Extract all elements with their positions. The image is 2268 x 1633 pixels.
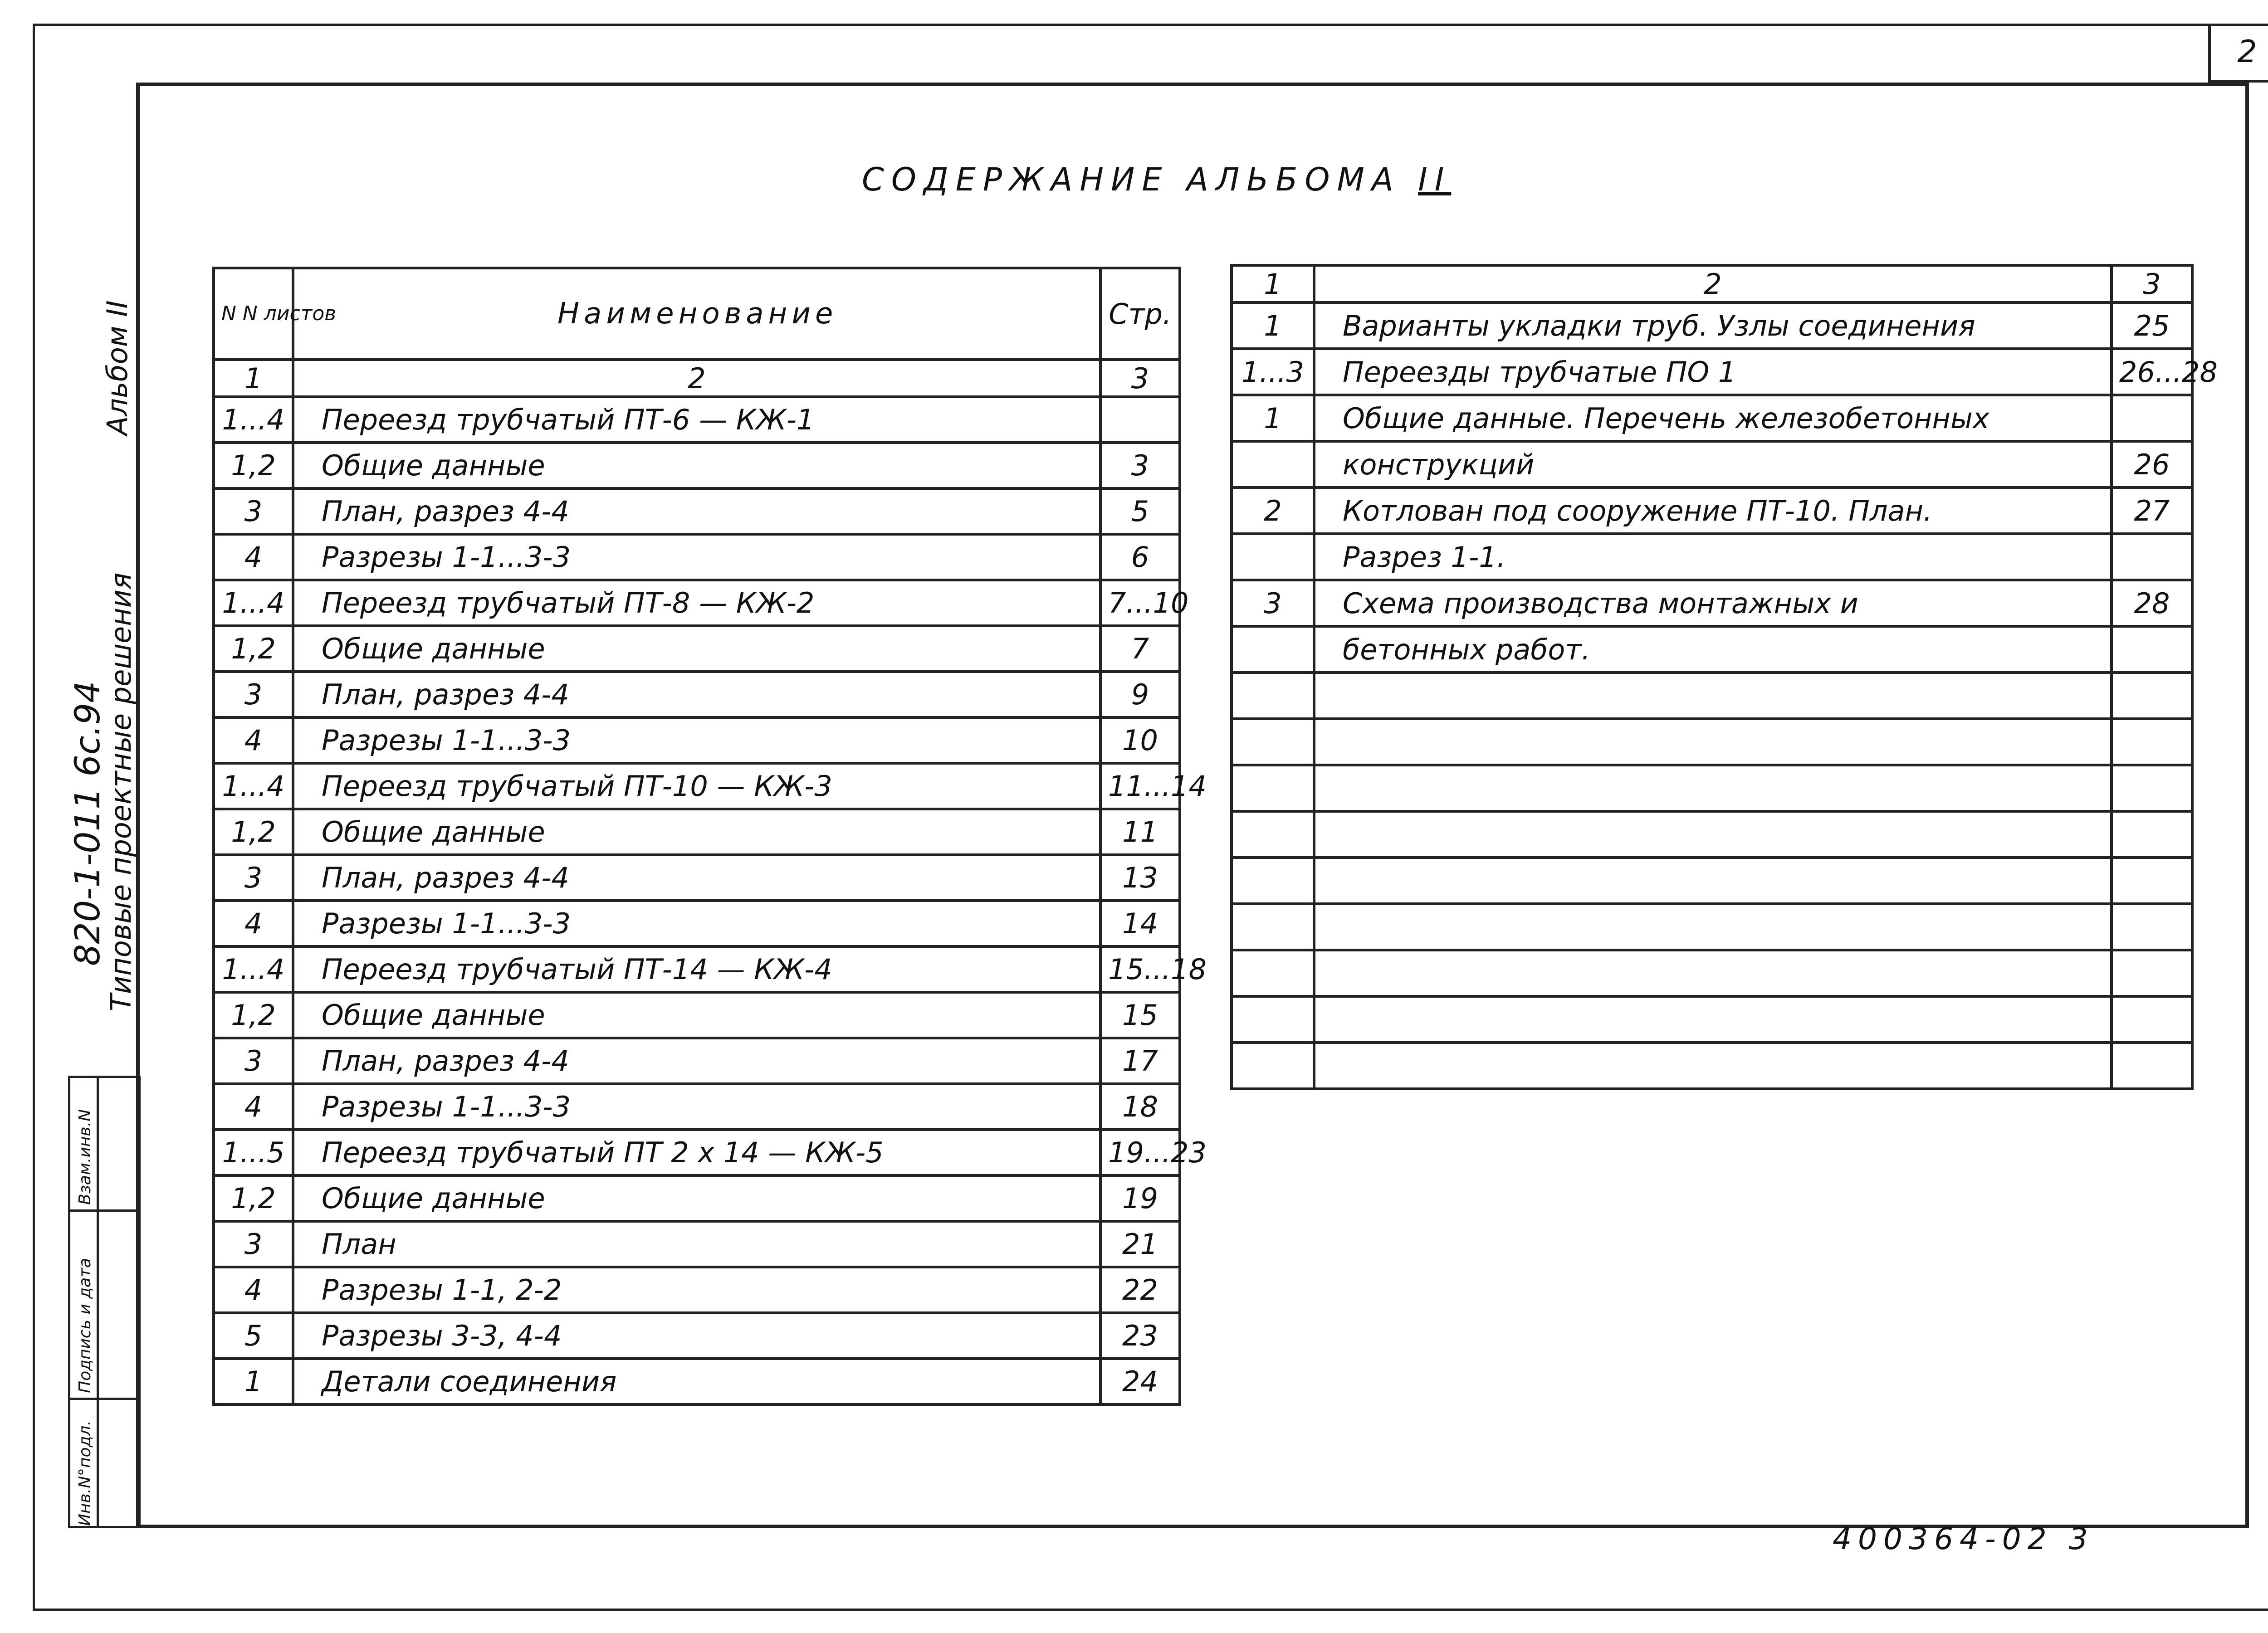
stamp-cell-inv [68,1398,99,1528]
sheet-cell: 3 [1232,580,1314,626]
sheet-cell: 4 [214,901,293,946]
page-cell [2112,858,2192,904]
page-cell: 10 [1100,717,1180,763]
name-cell: Разрезы 1-1...3-3 [293,534,1100,580]
sheet-cell: 3 [214,1038,293,1084]
sheet-cell: 3 [214,1221,293,1267]
page-cell: 15 [1100,992,1180,1038]
name-cell: Общие данные [293,626,1100,672]
table-row [214,717,1180,763]
name-cell: Разрезы 1-1, 2-2 [293,1267,1100,1313]
table-row [1232,395,2192,441]
table-row [214,1130,1180,1175]
table-row [1232,858,2192,904]
sheet-cell: 1...4 [214,580,293,626]
name-cell: Котлован под сооружение ПТ-10. План. [1314,487,2112,534]
right-col-number-2: 2 [1314,265,2112,302]
page-cell: 21 [1100,1221,1180,1267]
table-row [214,946,1180,992]
sheet-cell [1232,765,1314,811]
table-row [214,1221,1180,1267]
page-cell: 17 [1100,1038,1180,1084]
name-cell: Разрезы 3-3, 4-4 [293,1313,1100,1359]
sheet-cell: 1...3 [1232,349,1314,395]
page-cell: 11...14 [1100,763,1180,809]
page-cell: 9 [1100,672,1180,717]
name-cell: бетонных работ. [1314,626,2112,673]
sheet-cell: 1 [1232,302,1314,349]
page-cell: 26 [2112,441,2192,487]
table-row [1232,580,2192,626]
header-page: Стр. [1100,268,1180,360]
name-cell: Переезды трубчатые ПО 1 [1314,349,2112,395]
table-row [214,1084,1180,1130]
page-cell: 25 [2112,302,2192,349]
page-cell: 27 [2112,487,2192,534]
page-cell: 11 [1100,809,1180,855]
name-cell [1314,950,2112,996]
table-row [214,855,1180,901]
col-number-2: 2 [293,360,1100,397]
sheet-cell: 1...5 [214,1130,293,1175]
stamp-col-replace [97,1076,141,1212]
name-cell: Переезд трубчатый ПТ-8 — КЖ-2 [293,580,1100,626]
header-name: Наименование [293,268,1100,360]
sheet-cell: 4 [214,1267,293,1313]
sheet-cell: 2 [1232,487,1314,534]
sheet-cell: 1,2 [214,1175,293,1221]
sheet-cell [1232,719,1314,765]
name-cell [1314,673,2112,719]
table-row [214,534,1180,580]
table-row [214,488,1180,534]
page-title-text: СОДЕРЖАНИЕ АЛЬБОМА [862,161,1401,198]
name-cell: Переезд трубчатый ПТ 2 х 14 — КЖ-5 [293,1130,1100,1175]
name-cell: Общие данные [293,1175,1100,1221]
left-contents-table [212,267,1207,1406]
table-row [214,580,1180,626]
name-cell: Схема производства монтажных и [1314,580,2112,626]
page-cell [2112,1043,2192,1089]
sheet-cell: 1,2 [214,809,293,855]
stamp-strip [68,1076,141,1528]
page-title [862,161,1451,198]
table-row [214,672,1180,717]
sheet-cell [1232,950,1314,996]
header-sheets: N N листов [214,268,293,360]
sheet-cell: 4 [214,1084,293,1130]
page-cell [2112,950,2192,996]
page-cell: 23 [1100,1313,1180,1359]
sheet-cell [1232,1043,1314,1089]
page-cell [2112,395,2192,441]
page-cell: 14 [1100,901,1180,946]
page-cell: 18 [1100,1084,1180,1130]
left-table-header [214,268,1180,360]
name-cell: План, разрез 4-4 [293,1038,1100,1084]
name-cell [1314,858,2112,904]
page-cell: 28 [2112,580,2192,626]
name-cell: План, разрез 4-4 [293,488,1100,534]
stamp-cell-signature [68,1209,99,1400]
page-cell [2112,811,2192,858]
stamp-cell-replace [68,1076,99,1212]
stamp-replace-inv: Взам.инв.N [76,1109,94,1205]
page-number-text: 2 [2237,34,2257,70]
name-cell [1314,719,2112,765]
name-cell [1314,765,2112,811]
table-row [1232,487,2192,534]
table-row [214,1175,1180,1221]
page-cell [1100,397,1180,443]
page-number [2208,24,2268,83]
name-cell: Разрез 1-1. [1314,534,2112,580]
sheet-cell: 4 [214,534,293,580]
page-cell: 22 [1100,1267,1180,1313]
table-row [1232,349,2192,395]
table-row [214,992,1180,1038]
table-row [214,1038,1180,1084]
name-cell: План, разрез 4-4 [293,672,1100,717]
page-cell [2112,765,2192,811]
sheet-cell: 1...4 [214,397,293,443]
name-cell: Варианты укладки труб. Узлы соединения [1314,302,2112,349]
sheet-cell [1232,441,1314,487]
table-row [214,397,1180,443]
table-row [214,763,1180,809]
sheet-cell: 1,2 [214,443,293,488]
name-cell: Общие данные [293,809,1100,855]
col-number-3: 3 [1100,360,1180,397]
page-cell: 15...18 [1100,946,1180,992]
sheet-cell [1232,996,1314,1043]
side-album-label: Альбом II [101,300,134,435]
name-cell [1314,1043,2112,1089]
table-row [1232,811,2192,858]
sheet-cell [1232,673,1314,719]
page-cell [2112,719,2192,765]
table-row [1232,765,2192,811]
right-col-number-1: 1 [1232,265,1314,302]
stamp-inv-orig: Инв.N°подл. [76,1420,94,1526]
table-row [214,1359,1180,1404]
sheet-cell: 1,2 [214,626,293,672]
name-cell: конструкций [1314,441,2112,487]
name-cell: План [293,1221,1100,1267]
table-row [214,809,1180,855]
page-cell [2112,534,2192,580]
name-cell: Общие данные [293,443,1100,488]
sheet-cell [1232,534,1314,580]
table-row [1232,950,2192,996]
page-cell: 5 [1100,488,1180,534]
name-cell [1314,811,2112,858]
sheet-cell [1232,904,1314,950]
table-row [1232,996,2192,1043]
page-cell: 7 [1100,626,1180,672]
name-cell: Переезд трубчатый ПТ-10 — КЖ-3 [293,763,1100,809]
name-cell: Общие данные. Перечень железобетонных [1314,395,2112,441]
sheet-cell: 3 [214,672,293,717]
table-row [1232,626,2192,673]
side-subtitle: Типовые проектные решения [104,572,137,1011]
right-contents-table [1230,264,2218,1090]
name-cell: Общие данные [293,992,1100,1038]
side-series-code: 820-1-011 6с.94 [67,681,108,966]
page-cell [2112,996,2192,1043]
page-cell: 24 [1100,1359,1180,1404]
page-cell: 7...10 [1100,580,1180,626]
table-row [1232,719,2192,765]
page-cell: 3 [1100,443,1180,488]
table-row [214,626,1180,672]
table-row [1232,534,2192,580]
table-row [214,443,1180,488]
name-cell [1314,996,2112,1043]
table-row [214,1313,1180,1359]
table-row [214,1267,1180,1313]
name-cell: Переезд трубчатый ПТ-14 — КЖ-4 [293,946,1100,992]
sheet-cell [1232,858,1314,904]
name-cell: План, разрез 4-4 [293,855,1100,901]
table-row [1232,441,2192,487]
sheet-cell: 1...4 [214,763,293,809]
sheet-cell [1232,626,1314,673]
sheet-cell: 3 [214,855,293,901]
page-cell: 19...23 [1100,1130,1180,1175]
col-number-1: 1 [214,360,293,397]
table-row [1232,904,2192,950]
page-cell: 19 [1100,1175,1180,1221]
stamp-signature-date: Подпись и дата [76,1258,94,1393]
right-table-header [1232,265,2192,302]
sheet-cell: 1,2 [214,992,293,1038]
name-cell: Переезд трубчатый ПТ-6 — КЖ-1 [293,397,1100,443]
sheet-cell: 1 [214,1359,293,1404]
sheet-cell: 5 [214,1313,293,1359]
table-row [1232,1043,2192,1089]
right-col-number-3: 3 [2112,265,2192,302]
name-cell: Детали соединения [293,1359,1100,1404]
table-row [1232,302,2192,349]
table-row [1232,673,2192,719]
page-cell: 6 [1100,534,1180,580]
left-table-number-row [214,360,1180,397]
sheet-cell: 4 [214,717,293,763]
page-title-roman: II [1418,161,1452,198]
sheet-cell: 1...4 [214,946,293,992]
stamp-col-signature [97,1209,141,1400]
page-cell [2112,673,2192,719]
document-code: 400364-02 3 [1833,1521,2094,1556]
sheet-cell: 1 [1232,395,1314,441]
table-row [214,901,1180,946]
page-cell: 13 [1100,855,1180,901]
sheet-cell [1232,811,1314,858]
page-cell [2112,904,2192,950]
sheet-cell: 3 [214,488,293,534]
page-cell: 26...28 [2112,349,2192,395]
name-cell [1314,904,2112,950]
stamp-col-inv [97,1398,141,1528]
page-cell [2112,626,2192,673]
name-cell: Разрезы 1-1...3-3 [293,1084,1100,1130]
name-cell: Разрезы 1-1...3-3 [293,717,1100,763]
name-cell: Разрезы 1-1...3-3 [293,901,1100,946]
